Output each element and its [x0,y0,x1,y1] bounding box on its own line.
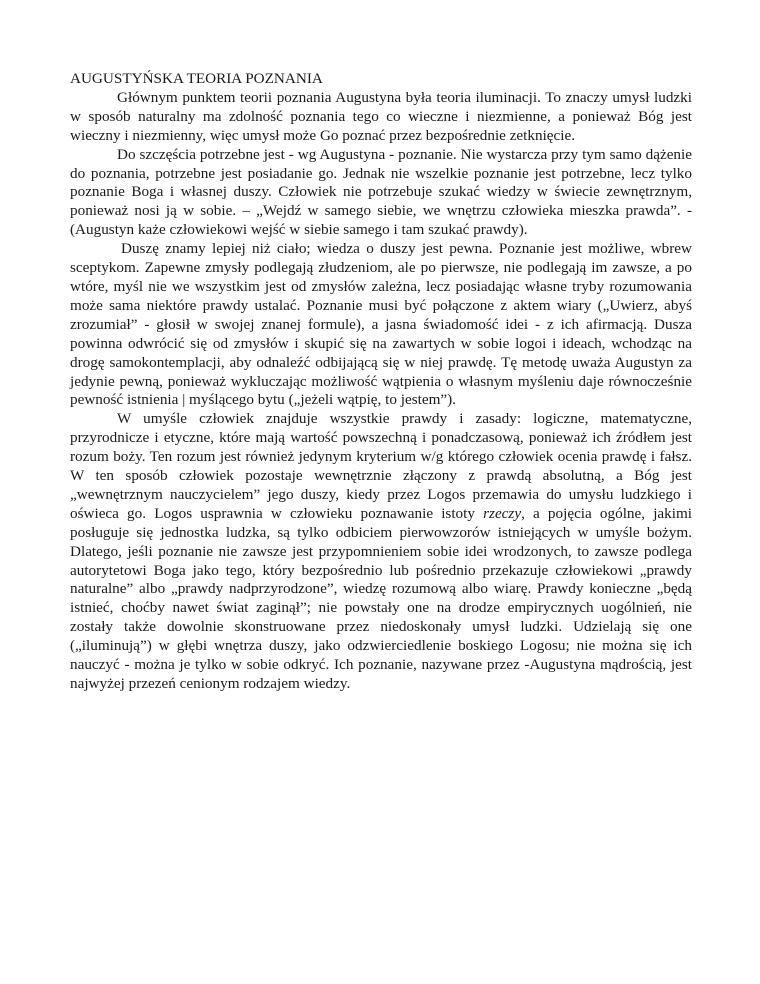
text-run: Do szczęścia potrzebne jest - wg Augustyna - poznanie. Nie wystarcza przy tym samo dążenie do poznania, potrzebne jest posiadanie go. Jednak nie wszelkie poznanie jest potrzebne, lecz tylko poznanie Boga i własnej duszy. Człowiek nie potrzebuje szukać wiedzy w świecie zewnętrznym, ponieważ nosi ją w sobie. – „Wejdź w samego siebie, we wnętrzu człowieka mieszka prawda”. - (Augustyn każe człowiekowi wejść w siebie samego i tam szukać prawdy). [70,145,692,239]
paragraph-2 [70,146,692,241]
emphasized-text: rzeczy [483,504,522,522]
text-run: , a pojęcia ogólne, jakimi posługuje się jednostka ludzka, są tylko odbiciem pierwowzorów istniejących w umyśle bożym. Dlatego, jeśli poznanie nie zawsze jest przypomnieniem sobie idei wrodzonych, to zawsze podlega autorytetowi Boga jako tego, który bezpośrednio lub pośrednio przekazuje człowiekowi „prawdy naturalne” albo „prawdy nadprzyrodzone”, wiedzę rozumową albo wiarę. Prawdy konieczne „będą istnieć, choćby nawet świat zaginął”; nie powstały one na drodze empirycznych uogólnień, nie zostały także dowolnie skonstruowane przez niedoskonały umysł ludzki. Udzielają się one („iluminują”) w głębi wnętrza duszy, jako odzwierciedlenie boskiego Logosu; nie można się ich nauczyć - można je tylko w sobie odkryć. Ich poznanie, nazywane przez -Augustyna mądrością, jest najwyżej przezeń cenionym rodzajem wiedzy. [70,504,693,692]
document-page [70,70,692,694]
document-title: AUGUSTYŃSKA TEORIA POZNANIA [70,70,323,87]
text-run: W umyśle człowiek znajduje wszystkie prawdy i zasady: logiczne, matematyczne, przyrodnicze i etyczne, które mają wartość powszechną i ponadczasową, ponieważ ich źródłem jest rozum boży. Ten rozum jest również jedynym kryterium w/g którego człowiek ocenia prawdę i fałsz. W ten sposób człowiek pozostaje wewnętrznie złączony z prawdą absolutną, a Bóg jest „wewnętrznym nauczycielem” jego duszy, kiedy przez Logos przemawia do umysłu ludzkiego i oświeca go. Logos usprawnia w człowieku poznawanie istoty [70,410,692,522]
paragraph-4 [70,410,692,694]
paragraph-3 [70,240,692,410]
paragraph-1 [70,89,692,146]
text-run: Głównym punktem teorii poznania Augustyna była teoria iluminacji. To znaczy umysł ludzki w sposób naturalny ma zdolność poznania tego co wieczne i niezmienne, a ponieważ Bóg jest wieczny i niezmienny, więc umysł może Go poznać przez bezpośrednie zetknięcie. [70,88,692,144]
text-run: Duszę znamy lepiej niż ciało; wiedza o duszy jest pewna. Poznanie jest możliwe, wbrew sceptykom. Zapewne zmysły podlegają złudzeniom, ale po pierwsze, nie podlegają im zawsze, a po wtóre, myśl nie we wszystkim jest od zmysłów zależna, lecz posiadając własne tryby rozumowania może sama niektóre prawdy ustalać. Poznanie musi być połączone z aktem wiary („Uwierz, abyś zrozumiał” - głosił w swojej znanej formule), a jasna świadomość idei - z ich afirmacją. Dusza powinna odwrócić się od zmysłów i skupić się na zawartych w sobie logoi i ideach, wchodząc na drogę samokontemplacji, aby odnaleźć odbijającą się w niej prawdę. Tę metodę uważa Augustyn za jedynie pewną, ponieważ wykluczając możliwość wątpienia o własnym myśleniu daje równocześnie pewność istnienia | myślącego bytu („jeżeli wątpię, to jestem”). [70,240,692,409]
